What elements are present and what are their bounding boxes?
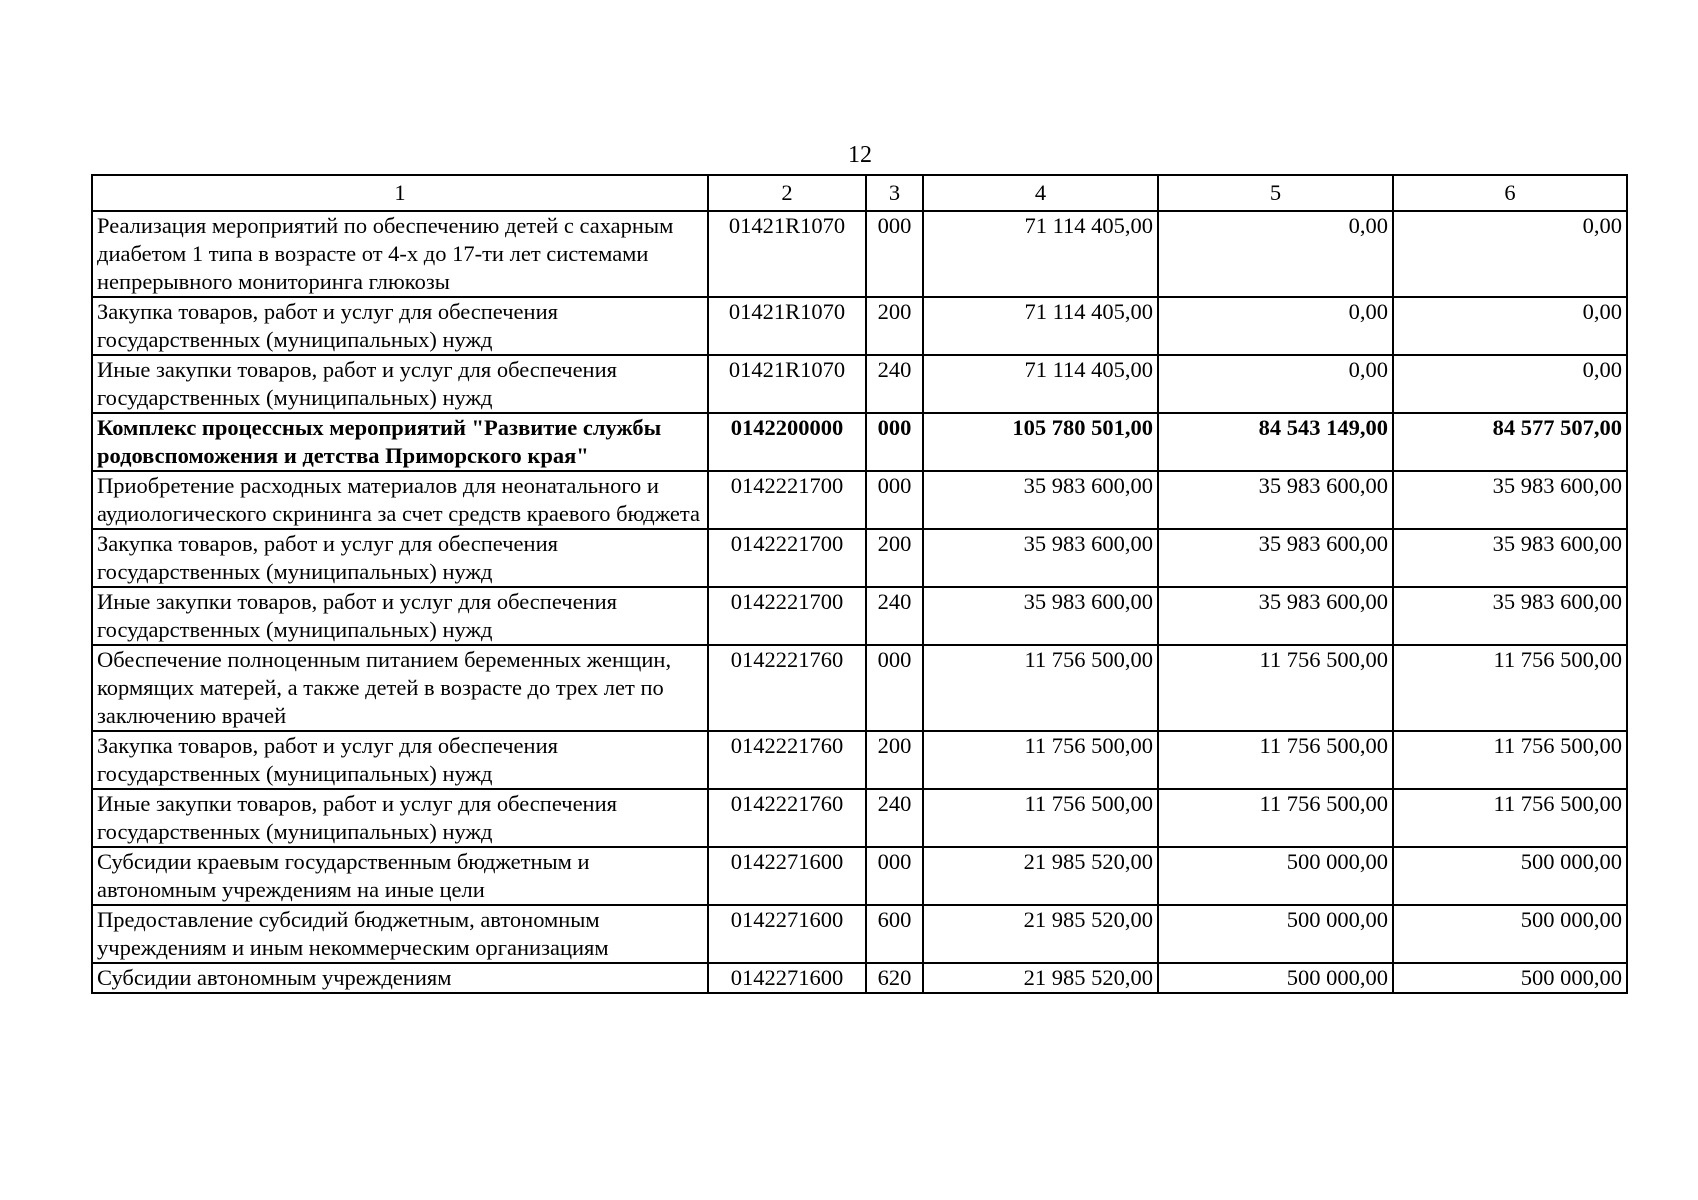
- expense-type-cell: 000: [866, 847, 923, 905]
- target-code-cell: 0142221760: [708, 731, 866, 789]
- amount-col5-cell: 84 543 149,00: [1158, 413, 1393, 471]
- amount-col5-cell: 500 000,00: [1158, 905, 1393, 963]
- amount-col4-cell: 11 756 500,00: [923, 731, 1158, 789]
- amount-col6-cell: 0,00: [1393, 297, 1627, 355]
- row-name-cell: Иные закупки товаров, работ и услуг для обеспечения государственных (муниципальных) нужд: [92, 355, 708, 413]
- table-row: [92, 645, 1627, 731]
- amount-col4-cell: 105 780 501,00: [923, 413, 1158, 471]
- amount-col4-cell: 11 756 500,00: [923, 789, 1158, 847]
- amount-col5-cell: 35 983 600,00: [1158, 587, 1393, 645]
- page-number: 12: [848, 142, 872, 168]
- expense-type-cell: 000: [866, 413, 923, 471]
- row-name-cell: Субсидии краевым государственным бюджетным и автономным учреждениям на иные цели: [92, 847, 708, 905]
- expense-type-cell: 600: [866, 905, 923, 963]
- table-row-section-total: [92, 413, 1627, 471]
- column-header-3: 3: [866, 175, 923, 211]
- table-row: [92, 905, 1627, 963]
- row-name-cell: Иные закупки товаров, работ и услуг для обеспечения государственных (муниципальных) нужд: [92, 789, 708, 847]
- amount-col4-cell: 35 983 600,00: [923, 529, 1158, 587]
- table-row: [92, 355, 1627, 413]
- table-row: [92, 789, 1627, 847]
- amount-col5-cell: 500 000,00: [1158, 847, 1393, 905]
- amount-col5-cell: 11 756 500,00: [1158, 789, 1393, 847]
- expense-type-cell: 620: [866, 963, 923, 993]
- column-header-5: 5: [1158, 175, 1393, 211]
- column-header-6: 6: [1393, 175, 1627, 211]
- row-name-cell: Комплекс процессных мероприятий "Развитие службы родовспоможения и детства Приморского края": [92, 413, 708, 471]
- target-code-cell: 01421R1070: [708, 211, 866, 297]
- amount-col6-cell: 11 756 500,00: [1393, 789, 1627, 847]
- amount-col6-cell: 500 000,00: [1393, 847, 1627, 905]
- amount-col5-cell: 0,00: [1158, 211, 1393, 297]
- expense-type-cell: 000: [866, 645, 923, 731]
- target-code-cell: 0142271600: [708, 963, 866, 993]
- amount-col6-cell: 0,00: [1393, 211, 1627, 297]
- row-name-cell: Обеспечение полноценным питанием беременных женщин, кормящих матерей, а также детей в возрасте до трех лет по заключению врачей: [92, 645, 708, 731]
- row-name-cell: Иные закупки товаров, работ и услуг для обеспечения государственных (муниципальных) нужд: [92, 587, 708, 645]
- amount-col4-cell: 11 756 500,00: [923, 645, 1158, 731]
- amount-col4-cell: 71 114 405,00: [923, 211, 1158, 297]
- table-row: [92, 211, 1627, 297]
- target-code-cell: 0142221700: [708, 529, 866, 587]
- expense-type-cell: 240: [866, 789, 923, 847]
- target-code-cell: 01421R1070: [708, 355, 866, 413]
- column-header-4: 4: [923, 175, 1158, 211]
- row-name-cell: Закупка товаров, работ и услуг для обеспечения государственных (муниципальных) нужд: [92, 529, 708, 587]
- row-name-cell: Предоставление субсидий бюджетным, автономным учреждениям и иным некоммерческим организациям: [92, 905, 708, 963]
- expense-type-cell: 000: [866, 211, 923, 297]
- row-name-cell: Закупка товаров, работ и услуг для обеспечения государственных (муниципальных) нужд: [92, 731, 708, 789]
- table-row: [92, 297, 1627, 355]
- table-row: [92, 731, 1627, 789]
- row-name-cell: Приобретение расходных материалов для неонатального и аудиологического скрининга за счет средств краевого бюджета: [92, 471, 708, 529]
- header-row: [92, 175, 1627, 211]
- amount-col5-cell: 35 983 600,00: [1158, 471, 1393, 529]
- amount-col6-cell: 11 756 500,00: [1393, 645, 1627, 731]
- table-row: [92, 529, 1627, 587]
- amount-col5-cell: 500 000,00: [1158, 963, 1393, 993]
- amount-col6-cell: 500 000,00: [1393, 905, 1627, 963]
- table-row: [92, 471, 1627, 529]
- amount-col6-cell: 35 983 600,00: [1393, 529, 1627, 587]
- target-code-cell: 0142271600: [708, 905, 866, 963]
- table-row: [92, 847, 1627, 905]
- amount-col4-cell: 71 114 405,00: [923, 297, 1158, 355]
- amount-col4-cell: 35 983 600,00: [923, 587, 1158, 645]
- amount-col5-cell: 35 983 600,00: [1158, 529, 1393, 587]
- target-code-cell: 0142221760: [708, 789, 866, 847]
- row-name-cell: Закупка товаров, работ и услуг для обеспечения государственных (муниципальных) нужд: [92, 297, 708, 355]
- amount-col5-cell: 0,00: [1158, 355, 1393, 413]
- amount-col6-cell: 84 577 507,00: [1393, 413, 1627, 471]
- amount-col6-cell: 11 756 500,00: [1393, 731, 1627, 789]
- amount-col5-cell: 0,00: [1158, 297, 1393, 355]
- amount-col4-cell: 21 985 520,00: [923, 905, 1158, 963]
- amount-col5-cell: 11 756 500,00: [1158, 731, 1393, 789]
- expense-type-cell: 200: [866, 297, 923, 355]
- expense-type-cell: 000: [866, 471, 923, 529]
- column-header-2: 2: [708, 175, 866, 211]
- amount-col4-cell: 21 985 520,00: [923, 847, 1158, 905]
- amount-col4-cell: 35 983 600,00: [923, 471, 1158, 529]
- table-row: [92, 587, 1627, 645]
- column-header-1: 1: [92, 175, 708, 211]
- amount-col6-cell: 35 983 600,00: [1393, 471, 1627, 529]
- target-code-cell: 0142221700: [708, 587, 866, 645]
- amount-col5-cell: 11 756 500,00: [1158, 645, 1393, 731]
- target-code-cell: 0142271600: [708, 847, 866, 905]
- target-code-cell: 0142221700: [708, 471, 866, 529]
- expense-type-cell: 240: [866, 587, 923, 645]
- row-name-cell: Реализация мероприятий по обеспечению детей с сахарным диабетом 1 типа в возрасте от 4-х до 17-ти лет системами непрерывного мониторинга глюкозы: [92, 211, 708, 297]
- expense-type-cell: 200: [866, 529, 923, 587]
- target-code-cell: 01421R1070: [708, 297, 866, 355]
- table-row: [92, 963, 1627, 993]
- row-name-cell: Субсидии автономным учреждениям: [92, 963, 708, 993]
- amount-col6-cell: 0,00: [1393, 355, 1627, 413]
- target-code-cell: 0142221760: [708, 645, 866, 731]
- amount-col4-cell: 21 985 520,00: [923, 963, 1158, 993]
- expense-type-cell: 200: [866, 731, 923, 789]
- amount-col4-cell: 71 114 405,00: [923, 355, 1158, 413]
- target-code-cell: 0142200000: [708, 413, 866, 471]
- budget-table: [91, 174, 1628, 994]
- amount-col6-cell: 500 000,00: [1393, 963, 1627, 993]
- amount-col6-cell: 35 983 600,00: [1393, 587, 1627, 645]
- expense-type-cell: 240: [866, 355, 923, 413]
